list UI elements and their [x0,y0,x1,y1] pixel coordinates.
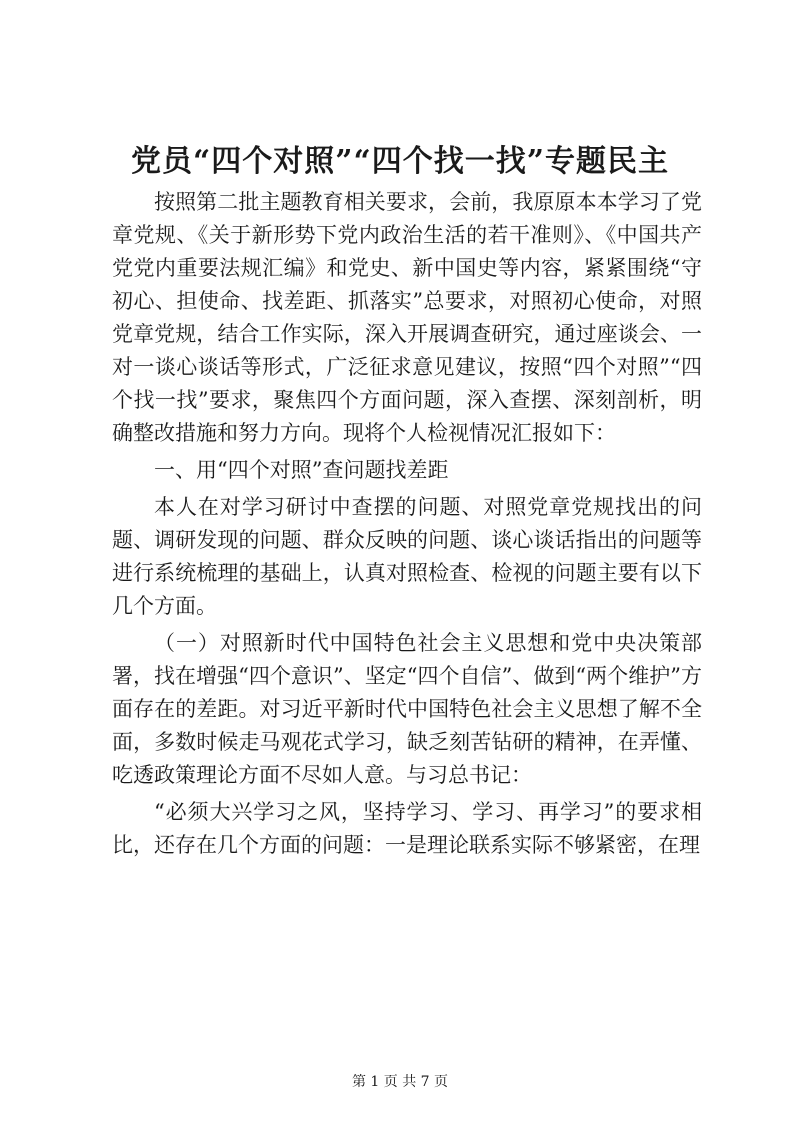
document-body [112,186,702,866]
page-number-footer: 第 1 页 共 7 页 [351,1074,449,1090]
paragraph-intro: 按照第二批主题教育相关要求，会前，我原原本本学习了党章党规、《关于新形势下党内政治生活的若干准则》、《中国共产党党内重要法规汇编》和党史、新中国史等内容，紧紧围绕“守初心、担使命、找差距、抓落实”总要求，对照初心使命，对照党章党规，结合工作实际，深入开展调查研究，通过座谈会、一对一谈心谈话等形式，广泛征求意见建议，按照“四个对照”“四个找一找”要求，聚焦四个方面问题，深入查摆、深刻剖析，明确整改措施和努力方向。现将个人检视情况汇报如下： [112,190,702,445]
paragraph-quote: “必须大兴学习之风，坚持学习、学习、再学习”的要求相比，还存在几个方面的问题：一是理论联系实际不够紧密，在理 [112,800,702,857]
paragraph-subsection-1: （一）对照新时代中国特色社会主义思想和党中央决策部署，找在增强“四个意识”、坚定“四个自信”、做到“两个维护”方面存在的差距。对习近平新时代中国特色社会主义思想了解不全面，多数时候走马观花式学习，缺乏刻苦钻研的精神，在弄懂、吃透政策理论方面不尽如人意。与习总书记： [112,631,702,787]
section-heading: 一、用“四个对照”查问题找差距 [154,458,449,482]
paragraph-summary: 本人在对学习研讨中查摆的问题、对照党章党规找出的问题、调研发现的问题、群众反映的问题、谈心谈话指出的问题等进行系统梳理的基础上，认真对照检查、检视的问题主要有以下几个方面。 [112,495,702,618]
document-title: 党员“四个对照”“四个找一找”专题民主 [130,144,670,179]
